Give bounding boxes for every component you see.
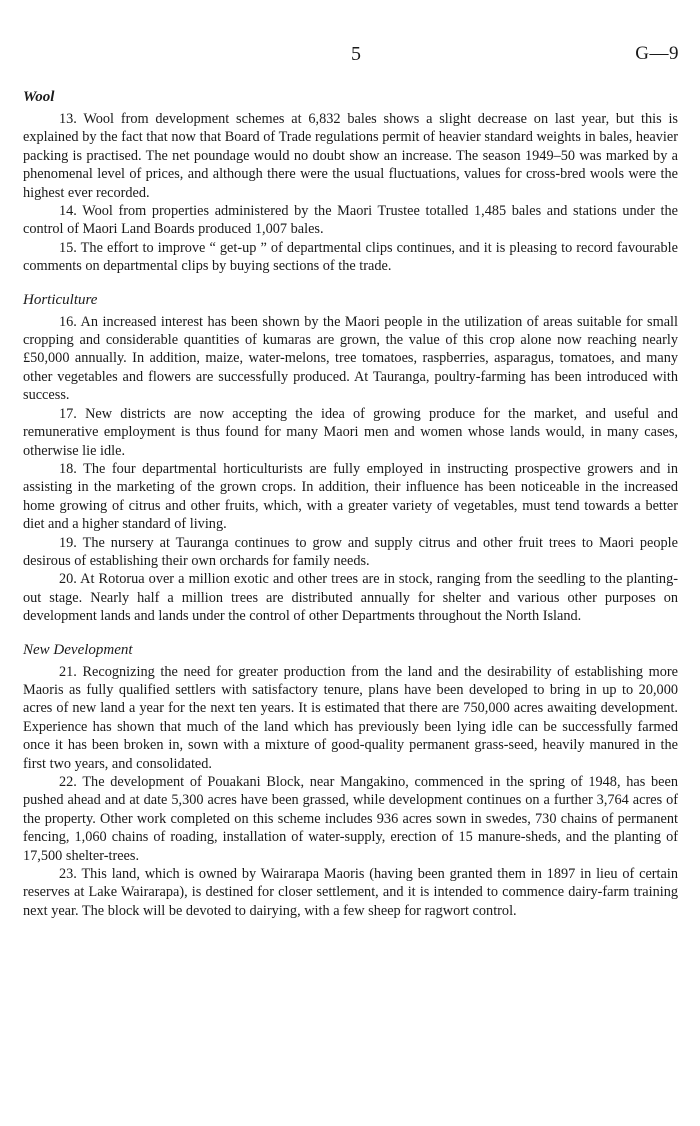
paragraph: 20. At Rotorua over a million exotic and other trees are in stock, ranging from the seedling to the planting-out stage. Nearly half a million trees are distributed annually for shelter and various other purposes on development lands and lands under the control of other Departments throughout the North Island.: [23, 571, 678, 625]
paragraph: 16. An increased interest has been shown by the Maori people in the utilization of areas suitable for small cropping and considerable quantities of kumaras are grown, the value of this crop alone now reaching nearly £50,000 annually. In addition, maize, water-melons, tree tomatoes, raspberries, asparagus, tomatoes, and many other vegetables and flowers are successfully produced. At Tauranga, poultry-farming has been introduced with success.: [23, 313, 678, 404]
paragraph: 17. New districts are now accepting the idea of growing produce for the market, and useful and remunerative employment is thus found for many Maori men and women whose lands would, in many cases, otherwise lie idle.: [23, 405, 678, 459]
section-heading: New Development: [23, 641, 133, 658]
paragraph: 13. Wool from development schemes at 6,832 bales shows a slight decrease on last year, but this is explained by the fact that now that Board of Trade regulations permit of heavier standard weights in bales, heavier packing is practised. The net poundage would no doubt show an increase. The season 1949–50 was marked by a phenomenal level of prices, and although there were the usual fluctuations, values for cross-bred wools were the highest ever recorded.: [23, 111, 678, 201]
document-reference: G—9: [635, 43, 679, 64]
paragraph: 22. The development of Pouakani Block, near Mangakino, commenced in the spring of 1948, has been pushed ahead and at date 5,300 acres have been grassed, while development continues on a further 3,764 acres of the property. Other work completed on this scheme includes 936 acres sown in swedes, 730 chains of permanent fencing, 1,060 chains of roading, installation of water-supply, erection of 15 manure-sheds, and the planting of 17,500 shelter-trees.: [23, 774, 678, 864]
section-horticulture: [23, 291, 678, 626]
section-heading: Horticulture: [23, 291, 98, 308]
section-new-development: [23, 641, 678, 921]
paragraph: 21. Recognizing the need for greater production from the land and the desirability of establishing more Maoris as fully qualified settlers with satisfactory tenure, plans have been developed to bring in up to 20,000 acres of new land a year for the next ten years. It is estimated that there are 750,000 acres awaiting development. Experience has shown that much of the land which has previously been lying idle can be successfully farmed once it has been broken in, sown with a mixture of good-quality permanent grass-seed, heavily manured in the first two years, and consolidated.: [23, 663, 678, 772]
paragraph: 14. Wool from properties administered by the Maori Trustee totalled 1,485 bales and stations under the control of Maori Land Boards produced 1,007 bales.: [23, 203, 678, 238]
paragraph: 19. The nursery at Tauranga continues to grow and supply citrus and other fruit trees to Maori people desirous of establishing their own orchards for family needs.: [23, 534, 678, 569]
section-heading: Wool: [23, 89, 55, 105]
section-wool: [23, 88, 678, 276]
paragraph: 15. The effort to improve “ get-up ” of departmental clips continues, and it is pleasing to record favourable comments on departmental clips by buying sections of the trade.: [23, 239, 678, 275]
page-body: [23, 88, 678, 935]
page-number: 5: [351, 43, 361, 65]
paragraph: 18. The four departmental horticulturists are fully employed in instructing prospective growers and in assisting in the marketing of the grown crops. In addition, their influence has been noticeable in the increased home growing of citrus and other fruits, which, with a greater variety of vegetables, must tend towards a better diet and a higher standard of living.: [23, 460, 678, 533]
paragraph: 23. This land, which is owned by Wairarapa Maoris (having been granted them in 1897 in lieu of certain reserves at Lake Wairarapa), is destined for closer settlement, and it is intended to commence dairy-farm training next year. The block will be devoted to dairying, with a few sheep for ragwort control.: [23, 866, 678, 919]
